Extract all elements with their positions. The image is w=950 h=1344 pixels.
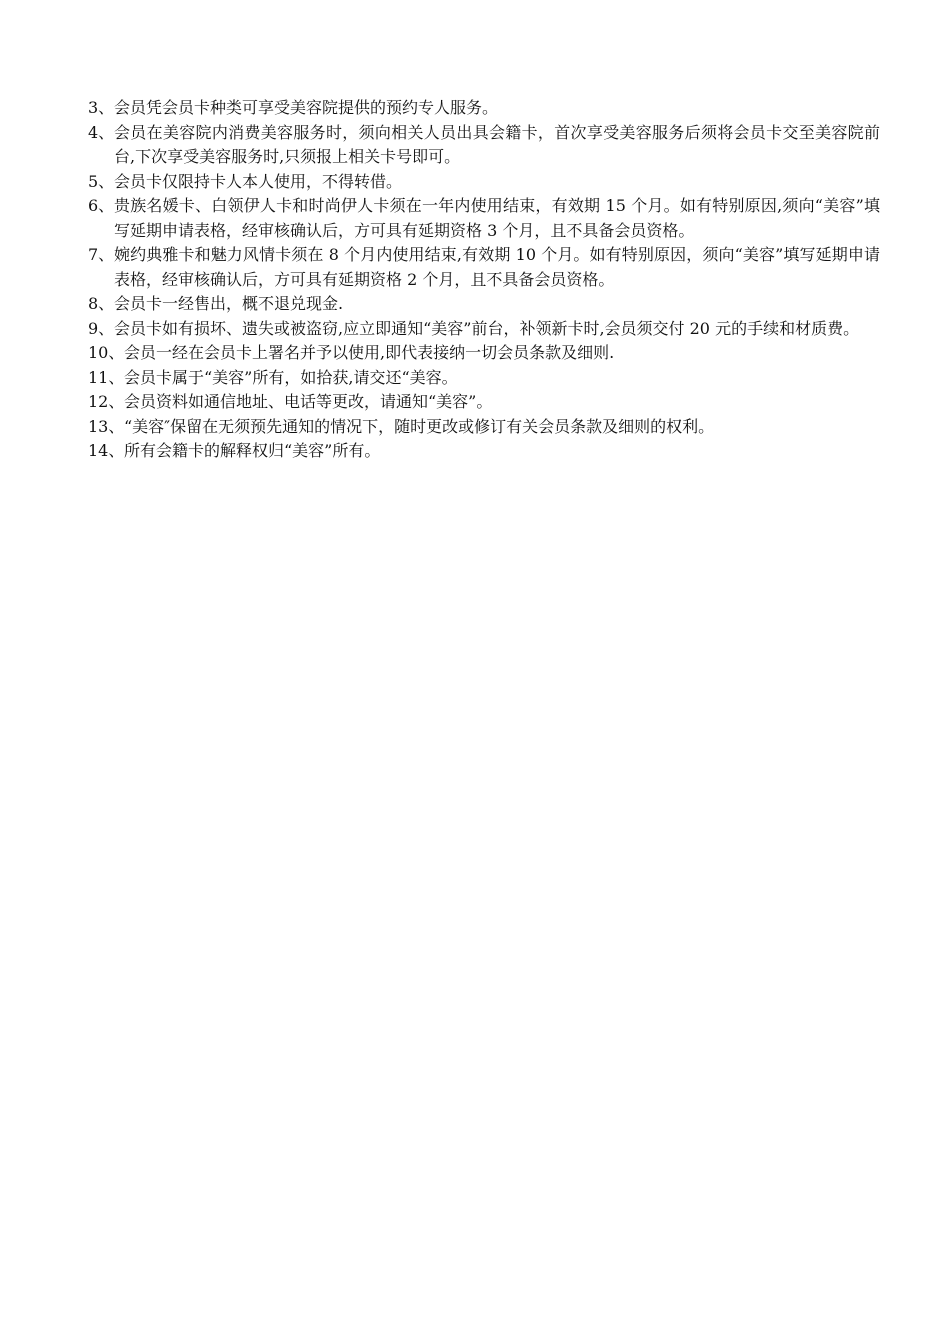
clause-number: 3、 <box>88 98 115 117</box>
clause-number: 8、 <box>88 294 115 313</box>
clause-4 <box>88 121 880 170</box>
clause-text: 会员在美容院内消费美容服务时，须向相关人员出具会籍卡，首次享受美容服务后须将会员卡交至美容院前台,下次享受美容服务时,只须报上相关卡号即可。 <box>114 122 880 166</box>
clause-number: 10、 <box>88 343 125 362</box>
clause-14 <box>88 439 880 464</box>
clause-12 <box>88 390 880 415</box>
clause-number: 11、 <box>88 367 125 387</box>
clause-number: 6、 <box>88 196 115 215</box>
clause-text: 会员卡如有损坏、遗失或被盗窃,应立即通知“美容”前台，补领新卡时,会员须交付 20 元的手续和材质费。 <box>114 318 860 338</box>
clause-6 <box>88 194 880 243</box>
clause-7 <box>88 243 880 292</box>
clause-number: 4、 <box>88 122 115 142</box>
clause-text: 会员资料如通信地址、电话等更改，请通知“美容”。 <box>124 392 493 411</box>
clause-number: 14、 <box>88 441 125 460</box>
clause-text: “美容″保留在无须预先通知的情况下，随时更改或修订有关会员条款及细则的权利。 <box>124 416 715 436</box>
clause-5 <box>88 170 880 195</box>
clause-text: 贵族名媛卡、白领伊人卡和时尚伊人卡须在一年内使用结束，有效期 15 个月。如有特别原因,须向“美容”填写延期申请表格，经审核确认后，方可具有延期资格 3 个月，且不具备会员资格。 <box>114 196 880 240</box>
clause-text: 会员卡仅限持卡人本人使用，不得转借。 <box>114 171 403 191</box>
clause-text: 所有会籍卡的解释权归“美容”所有。 <box>124 441 381 460</box>
clause-3 <box>88 96 880 121</box>
document-page <box>88 96 880 464</box>
clause-11 <box>88 366 880 391</box>
clause-10 <box>88 341 880 366</box>
clause-number: 5、 <box>88 171 115 191</box>
clause-number: 9、 <box>88 318 115 338</box>
clause-number: 12、 <box>88 392 125 411</box>
clause-text: 会员卡一经售出，概不退兑现金. <box>114 294 344 313</box>
clause-number: 7、 <box>88 245 115 264</box>
clause-9 <box>88 317 880 342</box>
clause-text: 会员凭会员卡种类可享受美容院提供的预约专人服务。 <box>114 98 499 117</box>
clause-8 <box>88 292 880 317</box>
clause-13 <box>88 415 880 440</box>
clause-number: 13、 <box>88 416 125 436</box>
clause-text: 会员卡属于“美容”所有，如拾获,请交还“美容。 <box>124 367 458 387</box>
clause-text: 会员一经在会员卡上署名并予以使用,即代表接纳一切会员条款及细则. <box>124 343 615 362</box>
clause-text: 婉约典雅卡和魅力风情卡须在 8 个月内使用结束,有效期 10 个月。如有特别原因，须向“美容”填写延期申请表格，经审核确认后，方可具有延期资格 2 个月，且不具备会员资格。 <box>114 245 880 289</box>
